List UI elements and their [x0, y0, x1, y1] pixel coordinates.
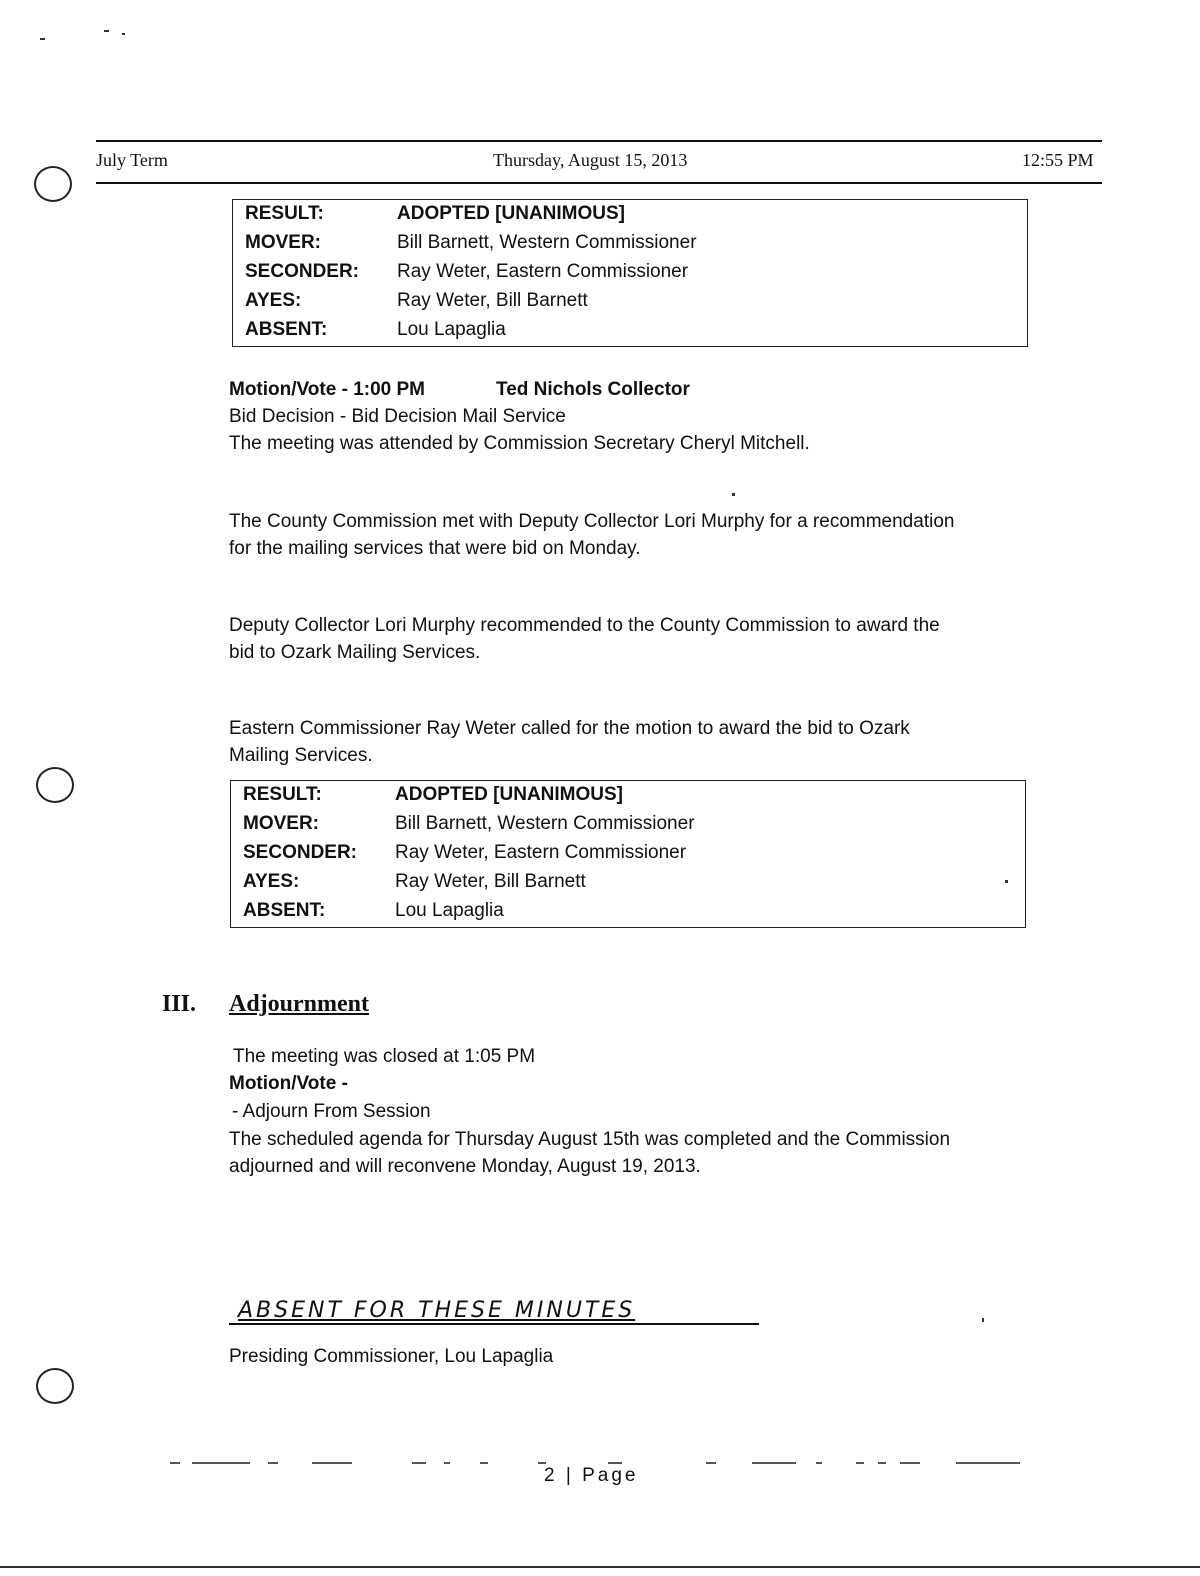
completed-line-2: adjourned and will reconvene Monday, August 19, 2013.: [229, 1156, 701, 1177]
footer-dash: [752, 1462, 796, 1464]
footer-dash: [538, 1462, 546, 1464]
signature-caption: Presiding Commissioner, Lou Lapaglia: [229, 1346, 554, 1367]
vote-label: AYES:: [243, 871, 300, 892]
paragraph-3-line-1: Eastern Commissioner Ray Weter called for the motion to award the bid to Ozark: [229, 718, 910, 739]
vote-value: ADOPTED [UNANIMOUS]: [395, 784, 623, 805]
scan-speck: [104, 30, 109, 32]
page-number-block: [544, 1465, 638, 1487]
paragraph-3-line-2: Mailing Services.: [229, 745, 373, 766]
scan-speck: [40, 38, 45, 40]
footer-dash: [170, 1462, 180, 1464]
vote-value: Lou Lapaglia: [397, 319, 506, 340]
footer-dash: [480, 1462, 488, 1464]
completed-line-1: The scheduled agenda for Thursday August 15th was completed and the Commission: [229, 1129, 951, 1150]
vote-value: Ray Weter, Bill Barnett: [395, 871, 586, 892]
paragraph-2-line-1: Deputy Collector Lori Murphy recommended to the County Commission to award the: [229, 615, 940, 636]
footer-dash: [268, 1462, 278, 1464]
vote-label: SECONDER:: [245, 261, 360, 282]
vote-value: Ray Weter, Eastern Commissioner: [395, 842, 687, 863]
footer-dash: [956, 1462, 1020, 1464]
scan-speck: [122, 33, 125, 35]
vote-table-2: [230, 780, 1026, 928]
vote-label: AYES:: [245, 290, 302, 311]
scan-speck: [982, 1318, 984, 1322]
vote-label: MOVER:: [243, 813, 319, 834]
vote-label: SECONDER:: [243, 842, 358, 863]
handwritten-signature: ABSENT FOR THESE MINUTES: [238, 1298, 636, 1323]
paragraph-2-line-2: bid to Ozark Mailing Services.: [229, 642, 481, 663]
page-number: 2: [544, 1465, 558, 1486]
bottom-edge-line: [0, 1566, 1200, 1568]
header-rule-top: [96, 140, 1102, 142]
binder-hole-middle: [36, 767, 74, 803]
footer-dash: [412, 1462, 426, 1464]
motion-heading-right: Ted Nichols Collector: [496, 379, 690, 400]
vote-label: RESULT:: [243, 784, 322, 805]
binder-hole-bottom: [36, 1368, 74, 1404]
footer-dash: [856, 1462, 864, 1464]
motion-heading-left: Motion/Vote - 1:00 PM: [229, 379, 425, 400]
paragraph-1-line-1: The County Commission met with Deputy Collector Lori Murphy for a recommendation: [229, 511, 955, 532]
footer-dash: [878, 1462, 886, 1464]
attended-line: The meeting was attended by Commission Secretary Cheryl Mitchell.: [229, 433, 810, 454]
vote-label: MOVER:: [245, 232, 321, 253]
footer-dash: [312, 1462, 352, 1464]
section-numeral: III.: [162, 991, 197, 1017]
vote-value: Lou Lapaglia: [395, 900, 504, 921]
header-term: July Term: [96, 150, 168, 170]
header-rule-bottom: [96, 182, 1102, 184]
vote-value: Ray Weter, Eastern Commissioner: [397, 261, 689, 282]
vote-value: Bill Barnett, Western Commissioner: [395, 813, 695, 834]
bid-decision: Bid Decision - Bid Decision Mail Service: [229, 406, 566, 427]
header-time: 12:55 PM: [1022, 150, 1094, 170]
footer-dash: [444, 1462, 450, 1464]
scan-speck: [1005, 880, 1008, 883]
vote-label: ABSENT:: [243, 900, 326, 921]
footer-dash: [900, 1462, 920, 1464]
footer-dash: [192, 1462, 250, 1464]
vote-value: ADOPTED [UNANIMOUS]: [397, 203, 625, 224]
meeting-closed: The meeting was closed at 1:05 PM: [233, 1046, 536, 1067]
scan-speck: [732, 493, 735, 496]
vote-label: RESULT:: [245, 203, 324, 224]
vote-value: Ray Weter, Bill Barnett: [397, 290, 588, 311]
header-date: Thursday, August 15, 2013: [493, 150, 688, 170]
page-label: | Page: [565, 1465, 639, 1486]
footer-dash: [816, 1462, 822, 1464]
binder-hole-top: [34, 166, 72, 202]
vote-table-1: [232, 199, 1028, 347]
adjourn-motion-vote: Motion/Vote -: [229, 1073, 348, 1094]
vote-label: ABSENT:: [245, 319, 328, 340]
footer-dash: [608, 1462, 622, 1464]
adjourn-item: - Adjourn From Session: [232, 1101, 431, 1122]
paragraph-1-line-2: for the mailing services that were bid on Monday.: [229, 538, 641, 559]
footer-dash: [706, 1462, 716, 1464]
section-title: Adjournment: [229, 991, 370, 1017]
signature-line: [229, 1323, 759, 1325]
vote-value: Bill Barnett, Western Commissioner: [397, 232, 697, 253]
